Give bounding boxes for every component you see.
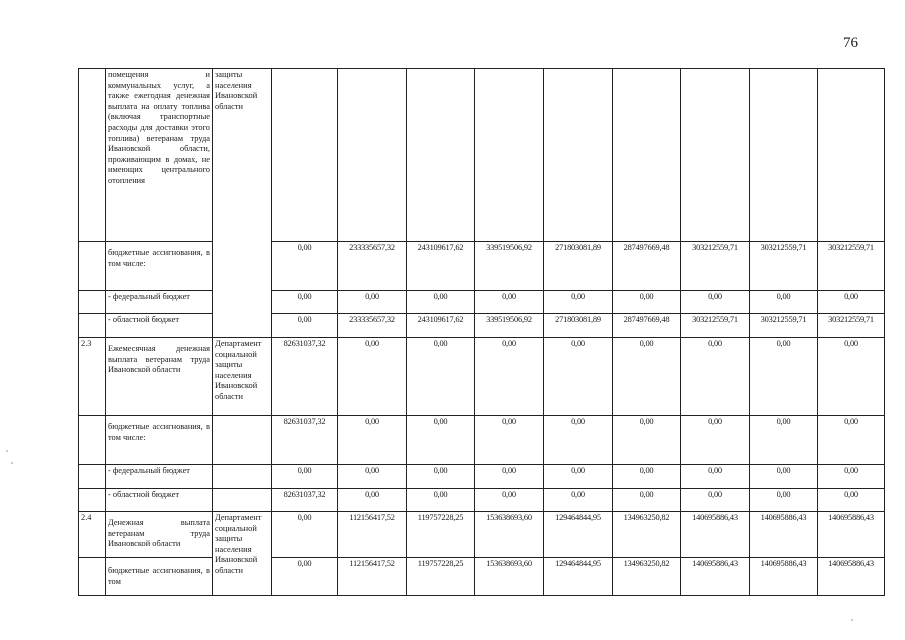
value-cell: 0,00 [818,291,885,314]
value-cell: 0,00 [544,291,613,314]
row-description: бюджетные ассигнования, в том [106,558,213,596]
value-cell: 140695886,43 [818,558,885,596]
value-cell: 0,00 [475,416,544,465]
value-cell [338,69,407,242]
row-description: бюджетные ассигнования, в том числе: [106,242,213,291]
row-description: бюджетные ассигнования, в том числе: [106,416,213,465]
value-cell: 0,00 [750,291,818,314]
value-cell: 0,00 [272,465,338,489]
table-row [79,314,885,338]
value-cell: 0,00 [613,338,681,416]
table-row [79,558,885,596]
table-row [79,489,885,512]
value-cell: 0,00 [475,338,544,416]
row-index [79,489,106,512]
value-cell: 140695886,43 [750,512,818,558]
value-cell: 0,00 [818,489,885,512]
value-cell: 0,00 [338,338,407,416]
row-index [79,291,106,314]
table-row [79,69,885,242]
value-cell: 0,00 [475,291,544,314]
value-cell: 233335657,32 [338,242,407,291]
value-cell: 303212559,71 [818,242,885,291]
value-cell [407,69,475,242]
value-cell: 233335657,32 [338,314,407,338]
value-cell: 303212559,71 [750,242,818,291]
row-description: - областной бюджет [106,314,213,338]
value-cell: 153638693,60 [475,512,544,558]
value-cell: 119757228,25 [407,558,475,596]
row-executor [213,489,272,512]
value-cell: 0,00 [272,291,338,314]
row-index [79,558,106,596]
budget-table [78,68,885,596]
value-cell [544,69,613,242]
value-cell: 0,00 [407,465,475,489]
row-index [79,69,106,242]
value-cell: 129464844,95 [544,558,613,596]
row-executor: защиты населения Ивановской области [213,69,272,338]
row-executor: Департамент социальной защиты населения Ивановской области [213,512,272,596]
value-cell: 0,00 [407,291,475,314]
value-cell: 134963250,82 [613,512,681,558]
value-cell: 0,00 [681,416,750,465]
row-executor: Департамент социальной защиты населения Ивановской области [213,338,272,416]
value-cell: 303212559,71 [681,314,750,338]
value-cell: 0,00 [338,291,407,314]
value-cell: 140695886,43 [818,512,885,558]
value-cell: 0,00 [338,489,407,512]
table-row [79,416,885,465]
value-cell [272,69,338,242]
scan-speck [11,462,13,464]
value-cell: 243109617,62 [407,242,475,291]
value-cell: 153638693,60 [475,558,544,596]
value-cell: 303212559,71 [818,314,885,338]
value-cell: 0,00 [750,416,818,465]
value-cell: 0,00 [750,338,818,416]
value-cell: 134963250,82 [613,558,681,596]
value-cell: 303212559,71 [750,314,818,338]
value-cell: 0,00 [272,314,338,338]
row-description: помещения и коммунальных услуг, а также ежегодная денежная выплата на оплату топлива (включая транспортные расходы для доставки этого топлива) ветеранам труда Ивановской области, проживающим в домах, не имеющих центрального отопления [106,69,213,242]
value-cell: 140695886,43 [750,558,818,596]
value-cell: 0,00 [338,465,407,489]
value-cell [681,69,750,242]
value-cell: 0,00 [681,465,750,489]
value-cell: 0,00 [272,558,338,596]
table-row [79,291,885,314]
row-description: - федеральный бюджет [106,291,213,314]
table-row [79,465,885,489]
value-cell: 119757228,25 [407,512,475,558]
row-index: 2.4 [79,512,106,558]
row-executor [213,416,272,465]
row-index [79,314,106,338]
value-cell: 0,00 [818,416,885,465]
value-cell: 0,00 [613,465,681,489]
scan-speck [6,450,8,452]
value-cell: 0,00 [681,338,750,416]
value-cell: 0,00 [681,291,750,314]
value-cell: 0,00 [544,465,613,489]
value-cell: 271803081,89 [544,314,613,338]
value-cell: 140695886,43 [681,558,750,596]
value-cell: 339519506,92 [475,242,544,291]
row-description: - федеральный бюджет [106,465,213,489]
row-index [79,465,106,489]
value-cell: 0,00 [544,338,613,416]
value-cell: 0,00 [338,416,407,465]
value-cell [613,69,681,242]
table-row [79,242,885,291]
value-cell: 0,00 [475,489,544,512]
row-index [79,242,106,291]
value-cell: 0,00 [613,416,681,465]
value-cell: 140695886,43 [681,512,750,558]
value-cell: 0,00 [818,338,885,416]
value-cell: 0,00 [407,489,475,512]
value-cell: 129464844,95 [544,512,613,558]
value-cell: 0,00 [407,338,475,416]
value-cell [818,69,885,242]
value-cell: 287497669,48 [613,314,681,338]
value-cell: 0,00 [613,291,681,314]
row-executor [213,465,272,489]
value-cell: 82631037,32 [272,338,338,416]
value-cell: 339519506,92 [475,314,544,338]
table-row [79,512,885,558]
value-cell [750,69,818,242]
page-number: 76 [843,35,858,51]
value-cell: 0,00 [272,512,338,558]
value-cell: 243109617,62 [407,314,475,338]
row-index: 2.3 [79,338,106,416]
value-cell: 0,00 [750,489,818,512]
value-cell: 0,00 [613,489,681,512]
row-description: - областной бюджет [106,489,213,512]
table-row [79,338,885,416]
value-cell: 303212559,71 [681,242,750,291]
value-cell: 0,00 [407,416,475,465]
value-cell: 0,00 [750,465,818,489]
value-cell: 0,00 [544,489,613,512]
value-cell: 112156417,52 [338,512,407,558]
value-cell: 82631037,32 [272,489,338,512]
scan-speck [851,619,853,621]
value-cell: 0,00 [272,242,338,291]
value-cell: 0,00 [544,416,613,465]
value-cell [475,69,544,242]
value-cell: 82631037,32 [272,416,338,465]
row-description: Ежемесячная денежная выплата ветеранам труда Ивановской области [106,338,213,416]
value-cell: 287497669,48 [613,242,681,291]
row-index [79,416,106,465]
value-cell: 0,00 [475,465,544,489]
row-description: Денежная выплата ветеранам труда Ивановской области [106,512,213,558]
value-cell: 0,00 [818,465,885,489]
value-cell: 271803081,89 [544,242,613,291]
value-cell: 0,00 [681,489,750,512]
value-cell: 112156417,52 [338,558,407,596]
